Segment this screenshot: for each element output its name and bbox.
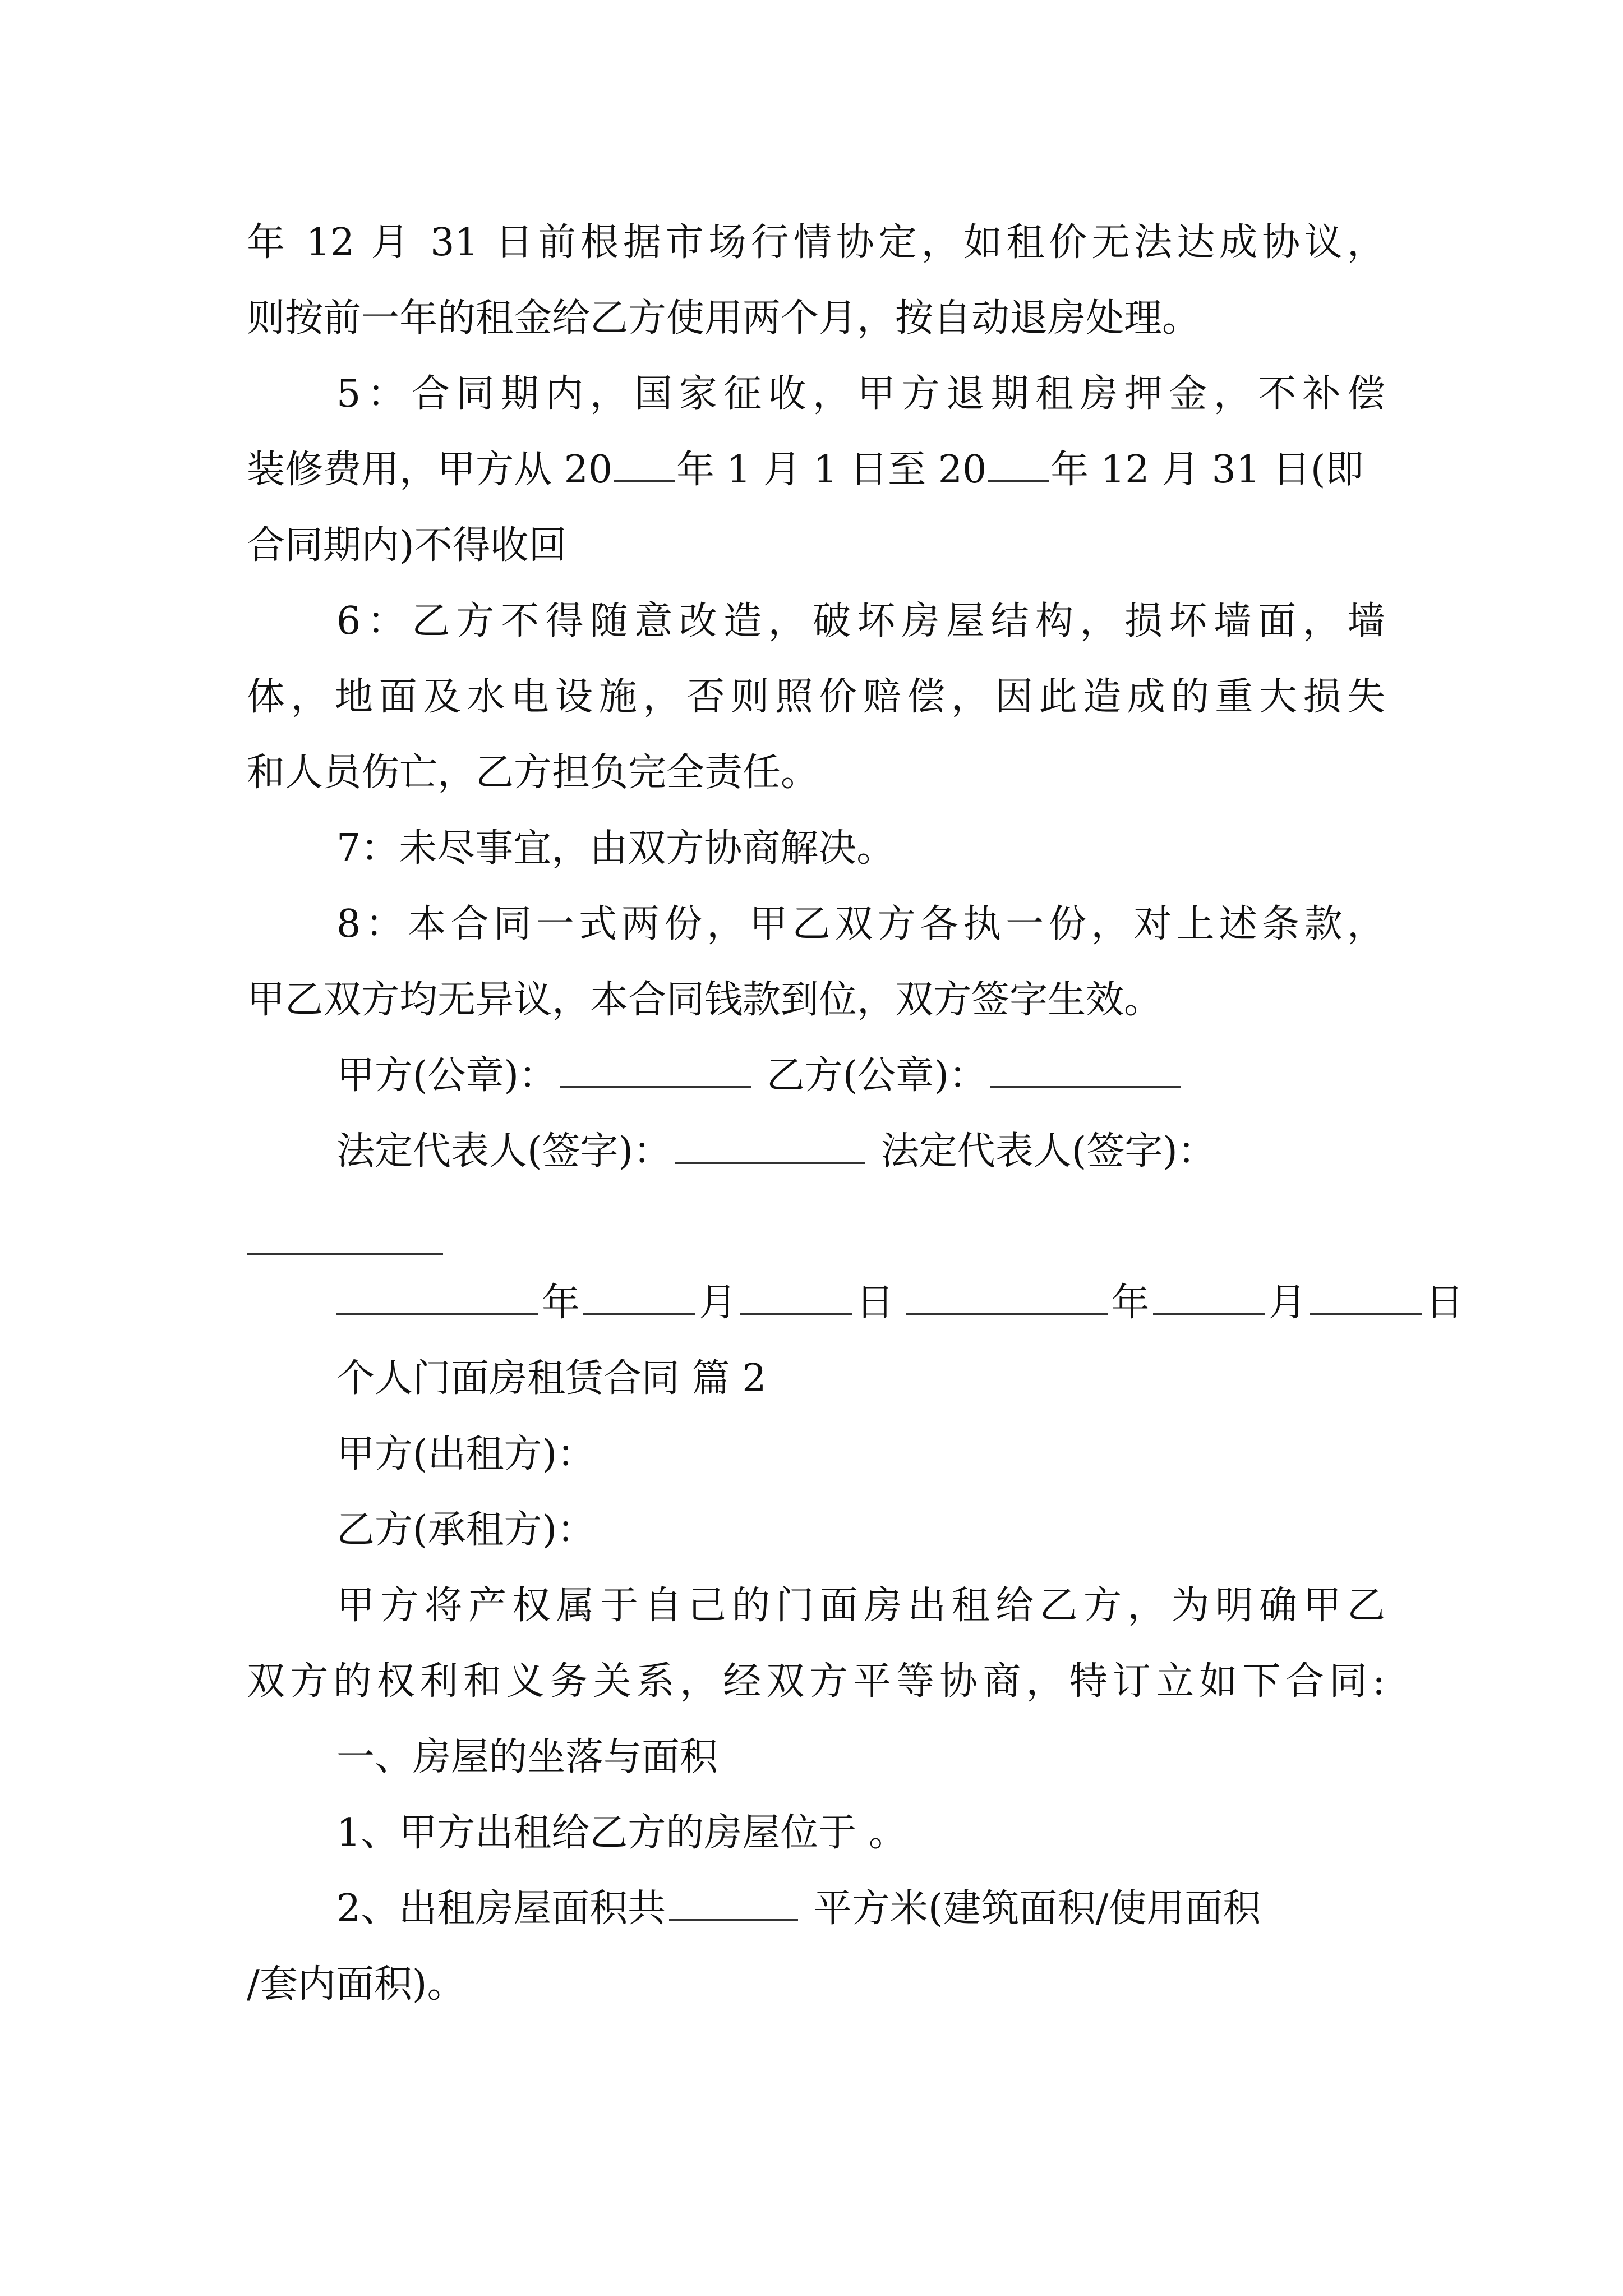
party-b-rep-blank — [247, 1253, 443, 1255]
date-month-label: 月 — [1268, 1281, 1307, 1325]
party-b-seal-blank — [990, 1053, 1181, 1088]
clause-8-line-2: 甲乙双方均无异议，本合同钱款到位，双方签字生效。 — [247, 978, 1163, 1022]
party-a-rep-blank — [675, 1129, 865, 1164]
clause-5-line-3: 合同期内)不得收回 — [247, 523, 567, 568]
date-blank-year — [336, 1281, 538, 1315]
clause-5-line-2-part-c: 年 12 月 31 日(即 — [1050, 448, 1364, 492]
clause-4-continuation-line-1: 年 12 月 31 日前根据市场行情协定，如租价无法达成协议， — [247, 220, 1385, 265]
preamble-line-2: 双方的权利和义务关系，经双方平等协商，特订立如下合同: — [247, 1659, 1385, 1704]
party-a-seal-label: 甲方(公章)： — [336, 1053, 557, 1098]
date-line — [336, 1275, 1623, 1331]
date-blank-day — [1310, 1281, 1422, 1315]
party-b-rep-label: 法定代表人(签字)： — [880, 1129, 1216, 1174]
clause-8-line-1: 8：本合同一式两份，甲乙双方各执一份，对上述条款， — [336, 902, 1385, 946]
area-unit-label: 平方米(建筑面积/使用面积 — [813, 1887, 1261, 1931]
clause-5-line-1: 5：合同期内，国家征收，甲方退期租房押金，不补偿 — [336, 372, 1385, 416]
party-b-seal-label: 乙方(公章)： — [766, 1053, 987, 1098]
article-1-item-2-line-1 — [336, 1881, 1623, 1937]
party-a-seal-blank — [560, 1053, 751, 1088]
clause-5-line-2-part-a: 装修费用，甲方从 20 — [247, 448, 613, 492]
party-a-rep-label: 法定代表人(签字)： — [336, 1129, 672, 1174]
article-1-item-1: 1、甲方出租给乙方的房屋位于 。 — [336, 1811, 907, 1855]
year-blank — [614, 448, 675, 482]
date-blank-month — [583, 1281, 695, 1315]
clause-6-line-1: 6：乙方不得随意改造，破坏房屋结构，损坏墙面，墙 — [336, 599, 1385, 643]
lessor-line: 甲方(出租方)： — [336, 1432, 596, 1476]
article-1-item-2-line-2: /套内面积)。 — [247, 1962, 465, 2007]
date-year-label: 年 — [542, 1281, 580, 1325]
clause-5-line-2 — [247, 442, 1623, 498]
date-day-label: 日 — [856, 1281, 895, 1325]
clause-6-line-3: 和人员伤亡，乙方担负完全责任。 — [247, 751, 819, 795]
year-blank — [988, 448, 1049, 482]
clause-4-continuation-line-2: 则按前一年的租金给乙方使用两个月，按自动退房处理。 — [247, 296, 1201, 341]
date-blank-day — [740, 1281, 852, 1315]
clause-5-line-2-part-b: 年 1 月 1 日至 20 — [676, 448, 987, 492]
signature-line — [336, 1124, 1623, 1180]
area-label: 2、出租房屋面积共 — [336, 1887, 666, 1931]
article-1-heading: 一、房屋的坐落与面积 — [336, 1735, 718, 1779]
date-day-label: 日 — [1425, 1281, 1464, 1325]
date-blank-year — [906, 1281, 1108, 1315]
date-month-label: 月 — [699, 1281, 737, 1325]
seal-line — [336, 1048, 1623, 1104]
section-title: 个人门面房租赁合同 篇 2 — [336, 1356, 767, 1401]
area-blank — [669, 1887, 798, 1921]
date-blank-month — [1153, 1281, 1265, 1315]
preamble-line-1: 甲方将产权属于自己的门面房出租给乙方，为明确甲乙 — [336, 1584, 1385, 1628]
clause-7: 7：未尽事宜，由双方协商解决。 — [336, 826, 895, 871]
date-year-label: 年 — [1111, 1281, 1150, 1325]
lessee-line: 乙方(承租方)： — [336, 1508, 596, 1552]
clause-6-line-2: 体，地面及水电设施，否则照价赔偿，因此造成的重大损失 — [247, 675, 1385, 719]
